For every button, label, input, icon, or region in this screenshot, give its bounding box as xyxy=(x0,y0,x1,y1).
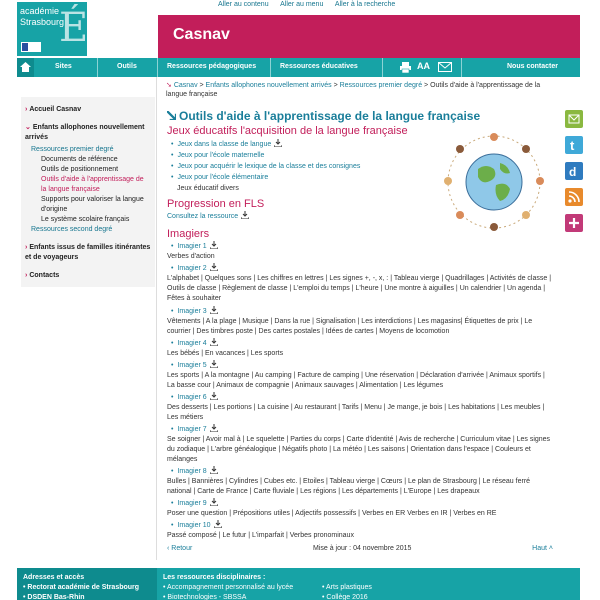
delicious-icon[interactable] xyxy=(565,162,583,180)
download-icon[interactable] xyxy=(241,211,249,219)
chevron-down-icon: ⌄ xyxy=(25,124,31,131)
skip-to-content-link[interactable]: Aller au contenu xyxy=(218,1,269,8)
add-share-icon[interactable] xyxy=(565,214,583,232)
logo-line2: Strasbourg xyxy=(20,17,65,27)
nav-divider xyxy=(270,58,271,77)
imagier-item xyxy=(171,424,218,433)
imagier-description: Des desserts | Les portions | La cuisine | Au restaurant | Tarifs | Menu | Je mange, je bois | Les habitations | Les meubles | Les métiers xyxy=(167,404,545,421)
nav-item-ressources-educatives[interactable]: Ressources éducatives xyxy=(280,63,358,70)
imagier-item xyxy=(171,241,218,250)
chevron-left-icon: ‹ xyxy=(167,545,172,552)
footer-resources-2 xyxy=(322,583,372,600)
download-icon[interactable] xyxy=(210,306,218,314)
breadcrumb-link[interactable]: Casnav xyxy=(173,82,198,89)
jeux-link[interactable]: Jeux dans la classe de langue xyxy=(177,141,272,148)
footer-addresses xyxy=(17,568,157,600)
imagier-link[interactable]: Imagier 10 xyxy=(177,522,211,529)
skip-to-search-link[interactable]: Aller à la recherche xyxy=(334,1,396,8)
nav-divider xyxy=(157,58,158,77)
imagier-link[interactable]: Imagier 8 xyxy=(177,468,207,475)
imagier-description: L'alphabet | Quelques sons | Les chiffres en lettres | Les signes +, -, x, : | Tableau vierge | Quadrillages | Activités de classe | Outils de classe | Règlement de classe | L'emploi du temps | L'heure | Une montre à aiguilles | Un calendrier | Un agenda | Fêtes à souhaiter xyxy=(167,275,552,302)
list-item xyxy=(171,139,360,150)
section-title-imagiers: Imagiers xyxy=(167,228,210,240)
main-nav xyxy=(17,58,580,77)
site-title[interactable]: Casnav xyxy=(173,26,230,43)
marianne-icon xyxy=(21,42,41,52)
download-icon[interactable] xyxy=(274,139,282,147)
list-item xyxy=(171,161,360,172)
footer-link[interactable]: • Biotechnologies - SBSSA xyxy=(163,594,247,600)
imagier-link[interactable]: Imagier 2 xyxy=(177,265,207,272)
mail-icon[interactable] xyxy=(438,62,452,72)
nav-item-outils[interactable]: Outils xyxy=(117,63,137,70)
footer-link[interactable]: • DSDEN Bas-Rhin xyxy=(23,594,85,600)
nav-item-contact[interactable]: Nous contacter xyxy=(507,63,558,70)
footer-heading: Adresses et accès xyxy=(23,574,85,581)
sidebar-item-label: Enfants issus de familles itinérantes et de voyageurs xyxy=(25,244,151,261)
jeux-text: Jeux éducatif divers xyxy=(177,185,239,192)
nav-item-ressources-pedagogiques[interactable]: Ressources pédagogiques xyxy=(167,63,257,70)
imagier-item xyxy=(171,338,218,347)
breadcrumb-arrow-icon: ➘ xyxy=(166,82,172,89)
imagier-item xyxy=(171,360,218,369)
footer-link[interactable]: • Collège 2016 xyxy=(322,594,368,600)
imagier-description: Passé composé | Le futur | L'imparfait | Verbes pronominaux xyxy=(167,532,354,539)
imagier-description: Les sports | A la montagne | Au camping | Facture de camping | Une réservation | Déclaration d'arrivée | Animaux sportifs | La basse cour | Animaux de compagnie | Animaux sauvages | Alimentation | Les légumes xyxy=(167,372,545,389)
print-icon[interactable] xyxy=(400,62,411,73)
imagier-item xyxy=(171,263,218,272)
rss-icon[interactable] xyxy=(565,188,583,206)
imagier-item xyxy=(171,498,218,507)
breadcrumb-current: Outils d'aide à l'apprentissage de la langue française xyxy=(166,82,541,98)
sidebar-item-outils-positionnement[interactable]: Outils de positionnement xyxy=(41,166,119,173)
jeux-link[interactable]: Jeux pour l'école élémentaire xyxy=(177,174,269,181)
nav-divider xyxy=(461,58,462,77)
imagier-item xyxy=(171,306,218,315)
imagier-link[interactable]: Imagier 4 xyxy=(177,340,207,347)
breadcrumb-link[interactable]: Ressources premier degré xyxy=(339,82,423,89)
sidebar-item-familles-itinerantes[interactable] xyxy=(25,243,151,263)
nav-divider xyxy=(97,58,98,77)
sidebar xyxy=(17,77,157,560)
logo-letter: É xyxy=(59,5,89,51)
imagier-description: Verbes d'action xyxy=(167,253,215,260)
sidebar-item-premier-degre[interactable]: Ressources premier degré xyxy=(31,146,114,153)
logo-line1: académie xyxy=(20,6,60,16)
globe-children-illustration xyxy=(438,129,550,235)
chevron-right-icon: › xyxy=(25,106,28,113)
arrow-down-right-icon xyxy=(167,111,176,120)
section-title-jeux: Jeux éducatifs l'acquisition de la langue française xyxy=(167,125,408,137)
list-item xyxy=(171,172,360,183)
download-icon[interactable] xyxy=(210,424,218,432)
download-icon[interactable] xyxy=(214,520,222,528)
breadcrumb: ➘ Casnav > Enfants allophones nouvellement arrivés > Ressources premier degré > Outils d'aide à l'apprentissage de la langue française xyxy=(166,82,541,98)
list-item xyxy=(171,150,360,161)
back-label: Retour xyxy=(171,545,193,552)
imagier-description: Se soigner | Avoir mal à | Le squelette | Parties du corps | Carte d'identité | Avis de recherche | Curriculum vitae | Les signes du zodiaque | L'arbre généalogique | Négatifs photo | La météo | Les saisons | Orientation dans l'espace | Couleurs et mélanges xyxy=(167,436,551,463)
imagier-description: Les bébés | En vacances | Les sports xyxy=(167,350,284,357)
chevron-up-icon: ˄ xyxy=(546,545,553,552)
download-icon[interactable] xyxy=(210,466,218,474)
footer-link[interactable]: • Accompagnement personnalisé au lycée xyxy=(163,584,294,591)
main-content xyxy=(163,77,553,560)
sidebar-item-accueil[interactable] xyxy=(25,105,151,115)
footer-heading: Les ressources disciplinaires : xyxy=(163,574,266,581)
back-link[interactable] xyxy=(167,545,192,552)
sidebar-item-enfants-allophones[interactable] xyxy=(25,123,151,143)
imagier-description: Vêtements | A la plage | Musique | Dans la rue | Signalisation | Les interdictions | Les magasins| Étiquettes de prix | Le courrier | Des timbres poste | Des cartes postales | Idées de cartes | Moyens de locomotion xyxy=(167,318,533,335)
imagier-link[interactable]: Imagier 9 xyxy=(177,500,207,507)
footer-link[interactable]: • Arts plastiques xyxy=(322,584,372,591)
sidebar-menu xyxy=(21,97,155,287)
nav-divider xyxy=(382,58,383,77)
imagier-item xyxy=(171,520,222,529)
sidebar-item-systeme-scolaire[interactable]: Le système scolaire français xyxy=(41,216,130,223)
sidebar-item-label: Enfants allophones nouvellement arrivés xyxy=(25,124,145,141)
sidebar-item-second-degre[interactable]: Ressources second degré xyxy=(31,226,113,233)
page-title xyxy=(167,109,480,123)
imagier-item xyxy=(171,392,218,401)
update-date: Mise à jour : 04 novembre 2015 xyxy=(313,545,412,552)
skip-links xyxy=(218,1,405,8)
jeux-link[interactable]: Jeux pour l'école maternelle xyxy=(177,152,265,159)
svg-text:t: t xyxy=(570,138,575,153)
jeux-link[interactable]: Jeux pour acquérir le lexique de la classe et des consignes xyxy=(177,163,361,170)
academie-logo[interactable] xyxy=(17,2,87,56)
nav-tools xyxy=(400,61,455,74)
back-to-top-link[interactable] xyxy=(532,545,553,552)
sidebar-item-outils-aide[interactable]: Outils d'aide à l'apprentissage de la langue française xyxy=(41,176,144,193)
imagier-description: Bulles | Bannières | Cylindres | Cubes etc. | Etoiles | Tableau vierge | Cœurs | Le plan de Strasbourg | Le réseau ferré national | Carte de France | Carte fluviale | Les régions | Les départements | L'Europe | Les drapeaux xyxy=(167,478,531,495)
footer-link[interactable]: • Rectorat académie de Strasbourg xyxy=(23,584,140,591)
download-icon[interactable] xyxy=(210,498,218,506)
home-icon xyxy=(20,62,31,72)
twitter-icon[interactable] xyxy=(565,136,583,154)
sidebar-item-contacts[interactable] xyxy=(25,271,151,281)
home-button[interactable] xyxy=(17,58,34,77)
fls-resource xyxy=(167,211,249,220)
imagier-link[interactable]: Imagier 3 xyxy=(177,308,207,315)
chevron-right-icon: › xyxy=(25,244,28,251)
footer-resources xyxy=(163,573,293,600)
content-footer xyxy=(167,545,553,552)
imagier-description: Poser une question | Prépositions utiles | Adjectifs possessifs | Verbes en ER Verbes en IR | Verbes en RE xyxy=(167,510,497,517)
imagier-link[interactable]: Imagier 1 xyxy=(177,243,207,250)
chevron-right-icon: › xyxy=(25,272,28,279)
sidebar-item-label: Accueil Casnav xyxy=(29,106,82,113)
page-title-text: Outils d'aide à l'apprentissage de la langue française xyxy=(179,109,481,123)
logo-area xyxy=(17,0,157,58)
section-title-fls: Progression en FLS xyxy=(167,198,265,210)
sidebar-item-langue-origine[interactable]: Supports pour valoriser la langue d'origine xyxy=(41,196,144,213)
download-icon[interactable] xyxy=(210,338,218,346)
list-item xyxy=(171,183,360,194)
top-label: Haut xyxy=(532,545,547,552)
download-icon[interactable] xyxy=(210,241,218,249)
site-footer xyxy=(17,568,580,600)
jeux-list xyxy=(171,139,360,194)
download-icon[interactable] xyxy=(210,392,218,400)
nav-item-sites[interactable]: Sites xyxy=(55,63,72,70)
consult-resource-link[interactable]: Consultez la ressource xyxy=(167,213,239,220)
svg-text:d: d xyxy=(569,165,577,179)
sidebar-item-label: Contacts xyxy=(29,272,60,279)
imagier-link[interactable]: Imagier 7 xyxy=(177,426,207,433)
sidebar-item-documents-reference[interactable]: Documents de référence xyxy=(41,156,118,163)
imagier-item xyxy=(171,466,218,475)
download-icon[interactable] xyxy=(210,263,218,271)
skip-to-menu-link[interactable]: Aller au menu xyxy=(280,1,324,8)
text-size-icon[interactable]: AA xyxy=(417,61,430,71)
breadcrumb-link[interactable]: Enfants allophones nouvellement arrivés xyxy=(205,82,332,89)
email-share-icon[interactable] xyxy=(565,110,583,128)
download-icon[interactable] xyxy=(210,360,218,368)
site-banner xyxy=(158,15,580,58)
imagier-link[interactable]: Imagier 5 xyxy=(177,362,207,369)
imagier-link[interactable]: Imagier 6 xyxy=(177,394,207,401)
